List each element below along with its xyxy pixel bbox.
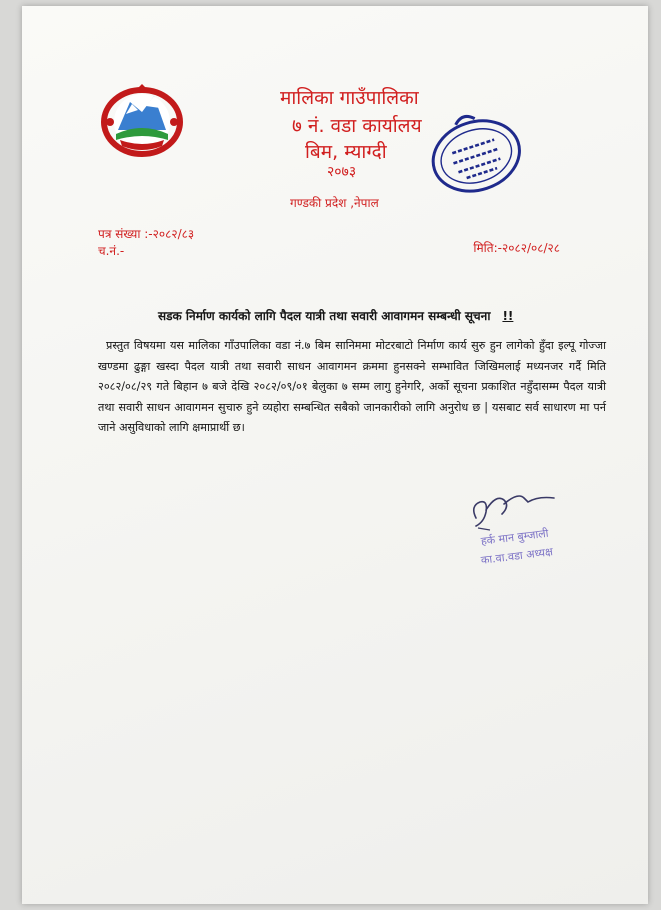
letter-number: पत्र संख्या :-२०८२/८३ [98,227,195,241]
notice-body: प्रस्तुत विषयमा यस मालिका गाँउपालिका वडा नं.७ बिम सानिममा मोटरबाटो निर्माण कार्य सुरु हुन लागेको हुँदा इल्पू गोज्जा खण्डमा ढुङ्गा खस्दा पैदल यात्री तथा सवारी साधन आवागमन क्रममा हुनसक्ने सम्भावित जिखिमलाई मध्यनजर गर्दै मिति २०८२/०८/२९ गते बिहान ७ बजे देखि २०८२/०९/०१ बेलुका ७ सम्म लागु हुनेगरि, अर्को सूचना प्रकाशित नहुँदासम्म पैदल यात्री तथा सवारी साधन आवागमन सुचारु हुने व्यहोरा सम्बन्धित सबैको जानकारीको लागि अनुरोध छ | यसबाट सर्व साधारण मा पर्न जाने असुविधाको लागि क्षमाप्रार्थी छ। [98,339,606,435]
dispatch-number: च.नं.- [98,244,125,258]
letter-date: मिति:-२०८२/०८/२८ [473,241,560,255]
established-year: २०७३ [327,164,357,180]
office-location: बिम, म्याग्दी [305,141,387,163]
letter-page [22,6,648,904]
notice-subject [158,307,513,324]
subject-mark: !! [502,309,514,323]
municipality-name: मालिका गाउँपालिका [280,87,419,109]
ward-office-name: ७ नं. वडा कार्यालय [292,115,422,137]
office-stamp-icon [424,110,528,200]
province-name: गण्डकी प्रदेश ,नेपाल [290,196,379,210]
signatory-title: का.वा.वडा अध्यक्ष [480,545,554,567]
nepal-emblem-icon [100,82,184,158]
subject-text: सडक निर्माण कार्यको लागि पैदल यात्री तथा सवारी आवागमन सम्बन्धी सूचना [158,309,491,323]
signatory-name: हर्क मान बुम्जाली [480,526,550,548]
